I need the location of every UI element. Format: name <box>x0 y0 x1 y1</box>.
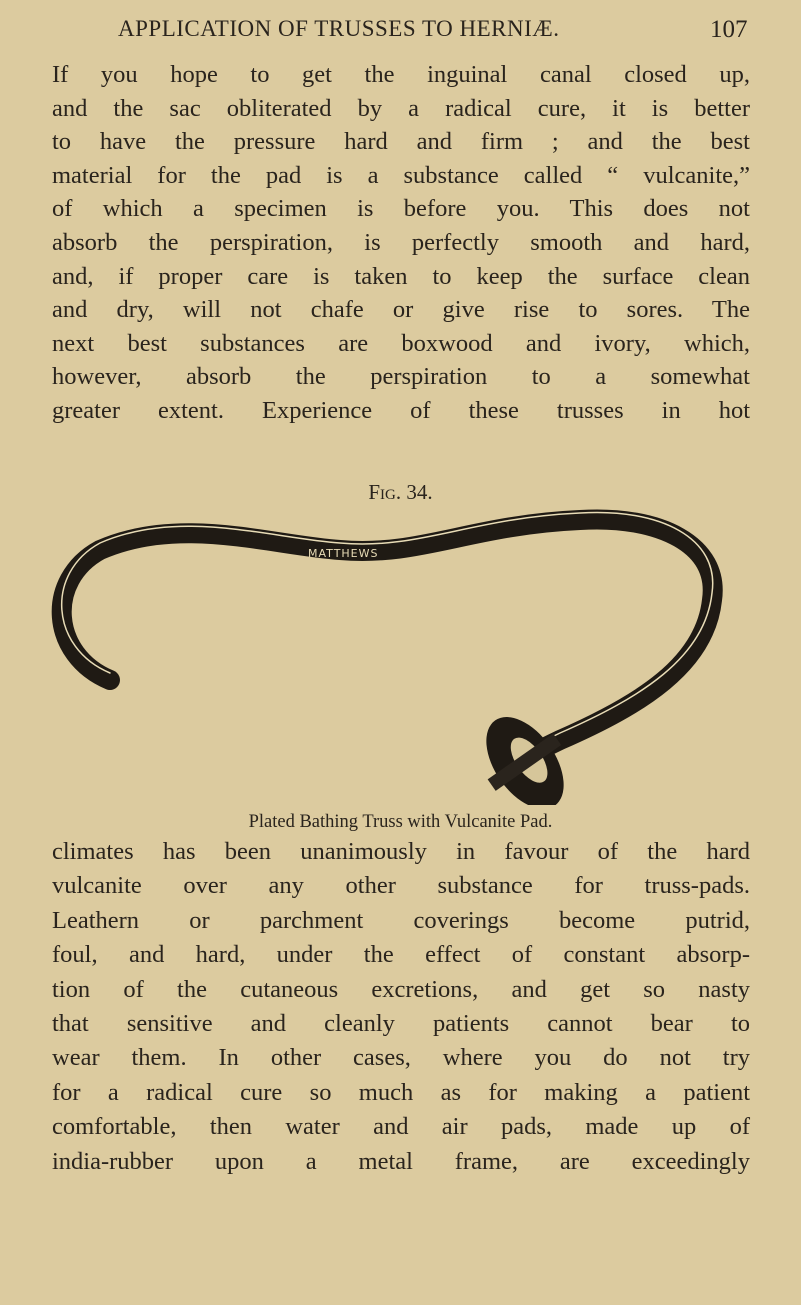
truss-illustration <box>40 505 760 805</box>
text-line: and dry, will not chafe or give rise to sores. The <box>52 296 750 324</box>
text-line: foul, and hard, under the effect of constant absorp- <box>52 941 750 969</box>
text-line: vulcanite over any other substance for truss-pads. <box>52 872 750 900</box>
text-line: Leathern or parchment coverings become putrid, <box>52 906 750 934</box>
vulcanite-pad <box>462 697 587 805</box>
text-line: material for the pad is a substance called “ vulcanite,” <box>52 161 750 189</box>
running-head: APPLICATION OF TRUSSES TO HERNIÆ. <box>118 16 560 41</box>
page-header <box>0 16 801 50</box>
paragraph-2 <box>52 835 750 1179</box>
page-number: 107 <box>710 16 748 43</box>
text-line: and, if proper care is taken to keep the surface clean <box>52 262 750 290</box>
text-line: comfortable, then water and air pads, made up of <box>52 1113 750 1141</box>
text-line: greater extent. Experience of these trusses in hot <box>52 396 750 424</box>
text-line: If you hope to get the inguinal canal closed up, <box>52 61 750 88</box>
text-line: however, absorb the perspiration to a somewhat <box>52 363 750 391</box>
text-line: next best substances are boxwood and ivory, which, <box>52 329 750 357</box>
figure-label: Fig. 34. <box>368 480 433 504</box>
text-line: to have the pressure hard and firm ; and the best <box>52 128 750 156</box>
figure-caption: Plated Bathing Truss with Vulcanite Pad. <box>248 812 553 832</box>
text-line: for a radical cure so much as for making a patient <box>52 1078 750 1106</box>
text-line: india-rubber upon a metal frame, are exceedingly <box>52 1147 750 1175</box>
text-line: of which a specimen is before you. This does not <box>52 195 750 223</box>
truss-band <box>62 519 713 767</box>
text-line: absorb the perspiration, is perfectly smooth and hard, <box>52 228 750 256</box>
text-line: and the sac obliterated by a radical cure, it is better <box>52 94 750 122</box>
text-line: wear them. In other cases, where you do not try <box>52 1044 750 1072</box>
text-line: tion of the cutaneous excretions, and get so nasty <box>52 975 750 1003</box>
text-line: climates has been unanimously in favour of the hard <box>52 838 750 865</box>
paragraph-1 <box>52 58 750 428</box>
engraved-maker-name: MATTHEWS <box>308 547 379 560</box>
text-line: that sensitive and cleanly patients cannot bear to <box>52 1009 750 1037</box>
